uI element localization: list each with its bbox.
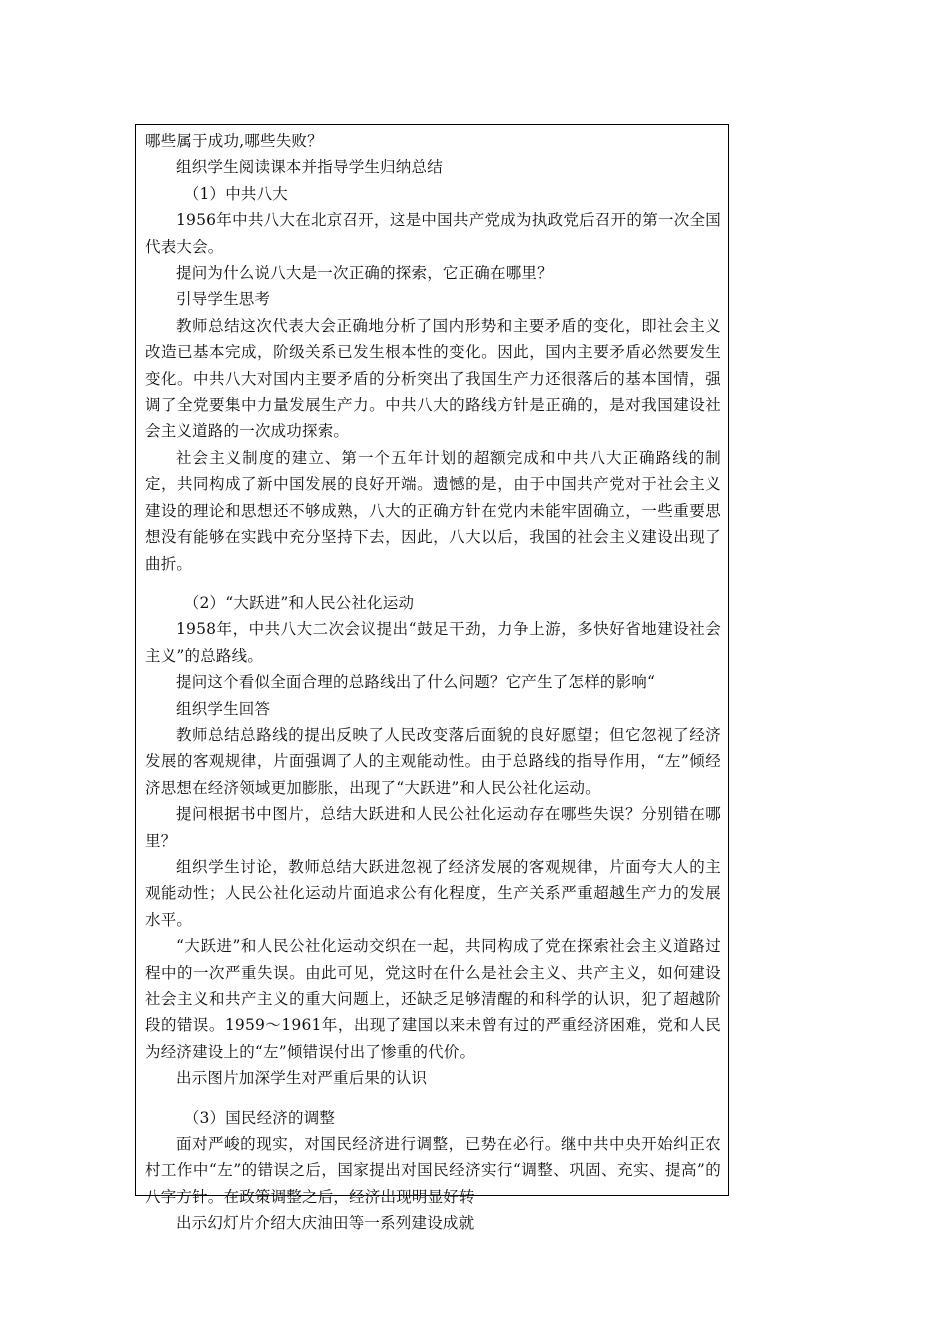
paragraph: 1958年，中共八大二次会议提出“鼓足干劲，力争上游，多快好省地建设社会主义”的总路线。 bbox=[145, 620, 721, 665]
paragraph: 哪些属于成功,哪些失败？ bbox=[145, 132, 323, 150]
paragraph: 1956年中共八大在北京召开，这是中国共产党成为执政党后召开的第一次全国代表大会。 bbox=[145, 211, 721, 256]
paragraph: 引导学生思考 bbox=[176, 290, 271, 309]
lesson-content bbox=[145, 128, 721, 1237]
paragraph: 组织学生阅读课本并指导学生归纳总结 bbox=[176, 158, 443, 177]
paragraph: 组织学生讨论，教师总结大跃进忽视了经济发展的客观规律，片面夸大人的主观能动性；人民公社化运动片面追求公有化程度，生产关系严重超越生产力的发展水平。 bbox=[145, 857, 721, 929]
paragraph: 组织学生回答 bbox=[176, 699, 271, 718]
section-heading: （1）中共八大 bbox=[183, 184, 289, 203]
paragraph: 出示幻灯片介绍大庆油田等一系列建设成就 bbox=[176, 1214, 475, 1233]
paragraph: 提问这个看似全面合理的总路线出了什么问题？它产生了怎样的影响“ bbox=[176, 673, 656, 692]
spacer bbox=[145, 577, 721, 590]
paragraph: 教师总结这次代表大会正确地分析了国内形势和主要矛盾的变化，即社会主义改造已基本完成，阶级关系已发生根本性的变化。因此，国内主要矛盾必然要发生变化。中共八大对国内主要矛盾的分析突出了我国生产力还很落后的基本国情，强调了全党要集中力量发展生产力。中共八大的路线方针是正确的，是对我国建设社会主义道路的一次成功探索。 bbox=[145, 316, 721, 441]
paragraph: 提问根据书中图片，总结大跃进和人民公社化运动存在哪些失误？分别错在哪里？ bbox=[145, 805, 721, 850]
paragraph: “大跃进”和人民公社化运动交织在一起，共同构成了党在探索社会主义道路过程中的一次严重失误。由此可见，党这时在什么是社会主义、共产主义，如何建设社会主义和共产主义的重大问题上，还缺乏足够清醒的和科学的认识，犯了超越阶段的错误。1959～1961年，出现了建国以来未曾有过的严重经济困难，党和人民为经济建设上的“左”倾错误付出了惨重的代价。 bbox=[145, 937, 721, 1061]
paragraph: 出示图片加深学生对严重后果的认识 bbox=[176, 1069, 428, 1088]
spacer bbox=[145, 1092, 721, 1105]
section-heading: （3）国民经济的调整 bbox=[183, 1108, 336, 1127]
paragraph: 社会主义制度的建立、第一个五年计划的超额完成和中共八大正确路线的制定，共同构成了新中国发展的良好开端。遗憾的是，由于中国共产党对于社会主义建设的理论和思想还不够成熟，八大的正确方针在党内未能牢固确立，一些重要思想没有能够在实践中充分坚持下去，因此，八大以后，我国的社会主义建设出现了曲折。 bbox=[145, 448, 721, 573]
lesson-table-cell bbox=[135, 124, 729, 1233]
section-heading: （2）“大跃进”和人民公社化运动 bbox=[183, 593, 415, 612]
paragraph: 教师总结总路线的提出反映了人民改变落后面貌的良好愿望；但它忽视了经济发展的客观规律，片面强调了人的主观能动性。由于总路线的指导作用，“左”倾经济思想在经济领域更加膨胀，出现了“大跃进”和人民公社化运动。 bbox=[145, 725, 721, 797]
paragraph: 提问为什么说八大是一次正确的探索，它正确在哪里？ bbox=[176, 264, 553, 283]
paragraph: 面对严峻的现实，对国民经济进行调整，已势在必行。继中共中央开始纠正农村工作中“左”的错误之后，国家提出对国民经济实行“调整、巩固、充实、提高”的八字方针。在政策调整之后，经济出现明显好转 bbox=[145, 1135, 721, 1206]
